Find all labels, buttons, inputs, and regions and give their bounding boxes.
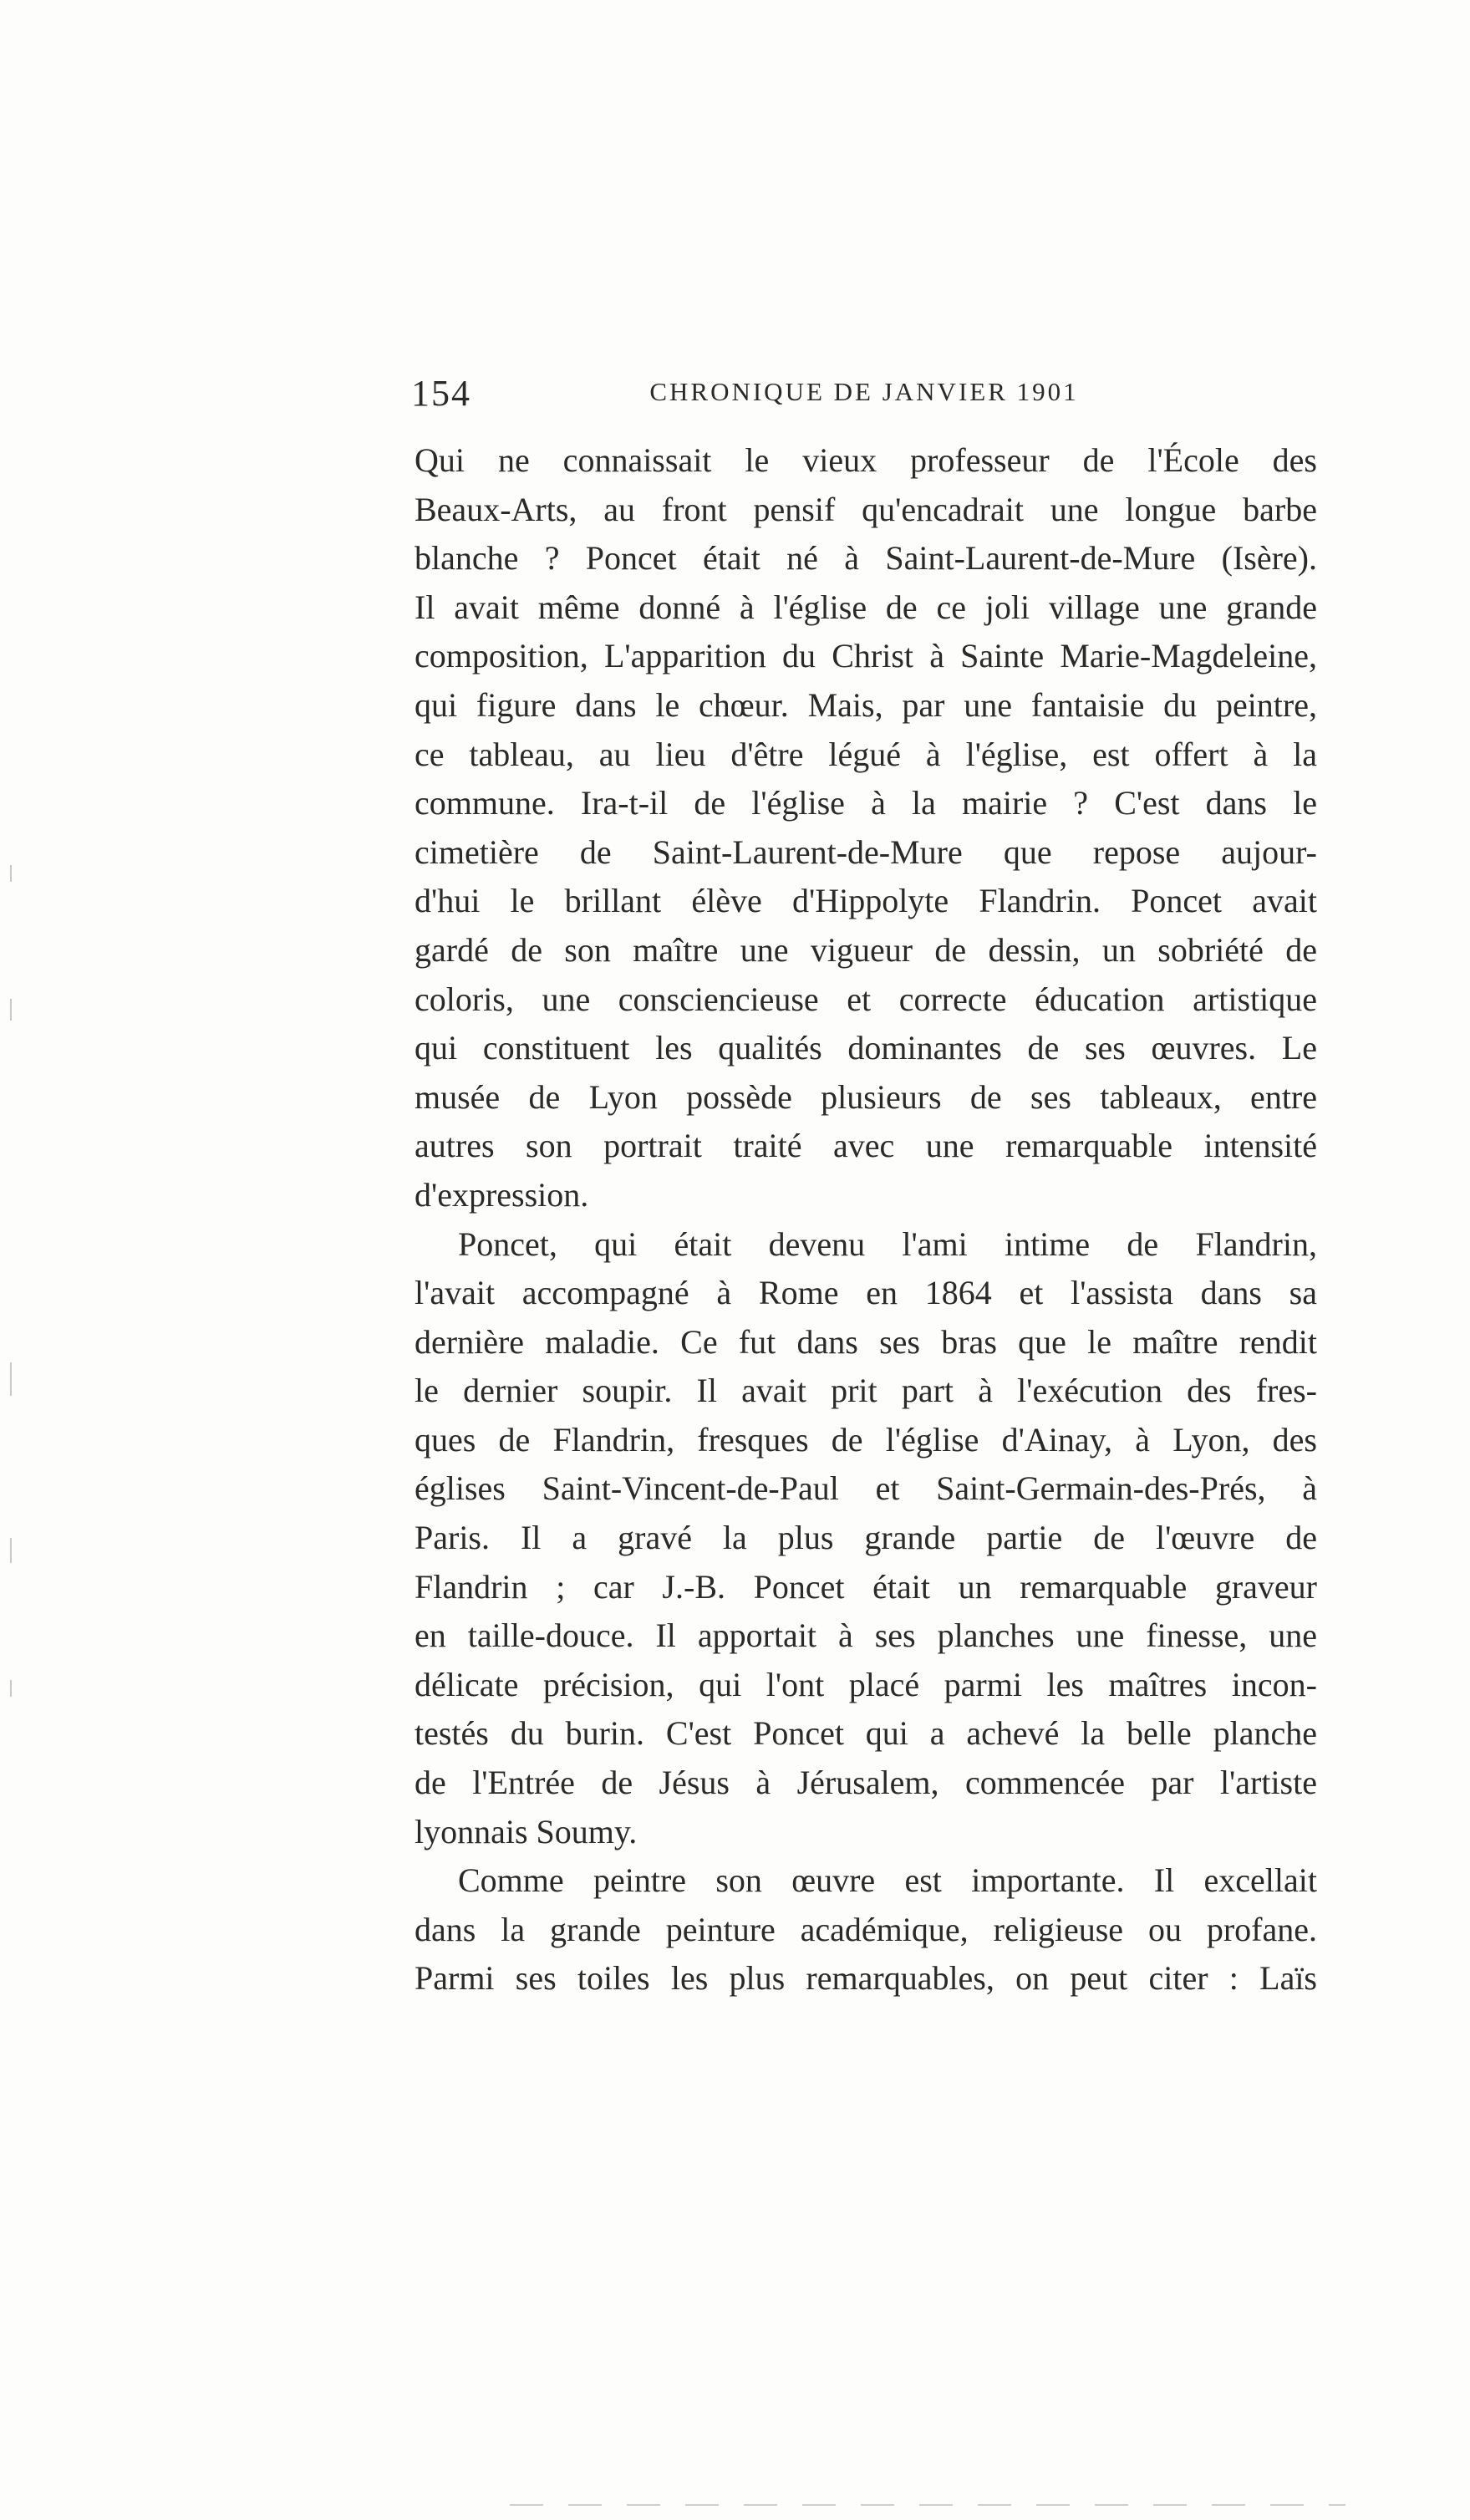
page-header (411, 372, 1317, 422)
text-line: cimetière de Saint-Laurent-de-Mure que repose aujour- (415, 832, 1317, 871)
text-line: délicate précision, qui l'ont placé parmi les maîtres incon- (415, 1665, 1317, 1703)
text-line: Beaux-Arts, au front pensif qu'encadrait une longue barbe (415, 490, 1317, 528)
text-line: en taille-douce. Il apportait à ses planches une finesse, une (415, 1616, 1317, 1655)
text-line: Flandrin ; car J.-B. Poncet était un remarquable graveur (415, 1567, 1317, 1606)
text-line: composition, L'apparition du Christ à Sainte Marie-Magdeleine, (415, 637, 1317, 675)
text-line: Comme peintre son œuvre est importante. Il excellait (458, 1861, 1317, 1900)
text-line: Poncet, qui était devenu l'ami intime de Flandrin, (458, 1224, 1317, 1263)
text-line: Il avait même donné à l'église de ce joli village une grande (415, 588, 1317, 626)
running-title: CHRONIQUE DE JANVIER 1901 (649, 377, 1079, 406)
text-line: musée de Lyon possède plusieurs de ses tableaux, entre (415, 1077, 1317, 1116)
text-line: le dernier soupir. Il avait prit part à l'exécution des fres- (415, 1372, 1317, 1410)
body-text (415, 436, 1317, 2003)
text-line: Qui ne connaissait le vieux professeur de l'École des (415, 441, 1317, 479)
text-line: autres son portrait traité avec une remarquable intensité (415, 1127, 1317, 1165)
text-line: Parmi ses toiles les plus remarquables, on peut citer : Laïs (415, 1959, 1317, 1998)
text-line: d'hui le brillant élève d'Hippolyte Flandrin. Poncet avait (415, 882, 1317, 920)
text-line: testés du burin. C'est Poncet qui a achevé la belle planche (415, 1714, 1317, 1753)
text-line: qui constituent les qualités dominantes de ses œuvres. Le (415, 1029, 1317, 1067)
page-number: 154 (411, 373, 471, 414)
text-line: qui figure dans le chœur. Mais, par une fantaisie du peintre, (415, 685, 1317, 724)
scan-mark (10, 1362, 12, 1396)
text-line: Paris. Il a gravé la plus grande partie de l'œuvre de (415, 1519, 1317, 1557)
text-line: l'avait accompagné à Rome en 1864 et l'assista dans sa (415, 1274, 1317, 1312)
text-line: commune. Ira-t-il de l'église à la mairie ? C'est dans le (415, 784, 1317, 822)
text-line: d'expression. (415, 1175, 589, 1214)
text-line: blanche ? Poncet était né à Saint-Laurent-de-Mure (Isère). (415, 539, 1317, 578)
scan-mark (10, 1680, 12, 1697)
text-line: dernière maladie. Ce fut dans ses bras que le maître rendit (415, 1322, 1317, 1361)
text-line: de l'Entrée de Jésus à Jérusalem, commencée par l'artiste (415, 1764, 1317, 1802)
scan-mark (10, 865, 12, 882)
text-line: ce tableau, au lieu d'être légué à l'église, est offert à la (415, 735, 1317, 773)
scan-mark (510, 2504, 1345, 2506)
scan-mark (10, 999, 12, 1021)
text-line: ques de Flandrin, fresques de l'église d'Ainay, à Lyon, des (415, 1420, 1317, 1459)
text-line: lyonnais Soumy. (415, 1812, 638, 1851)
text-line: églises Saint-Vincent-de-Paul et Saint-Germain-des-Prés, à (415, 1469, 1317, 1508)
scan-mark (10, 1538, 12, 1563)
text-line: dans la grande peinture académique, religieuse ou profane. (415, 1910, 1317, 1948)
text-line: gardé de son maître une vigueur de dessin, un sobriété de (415, 930, 1317, 969)
text-line: coloris, une consciencieuse et correcte éducation artistique (415, 980, 1317, 1018)
